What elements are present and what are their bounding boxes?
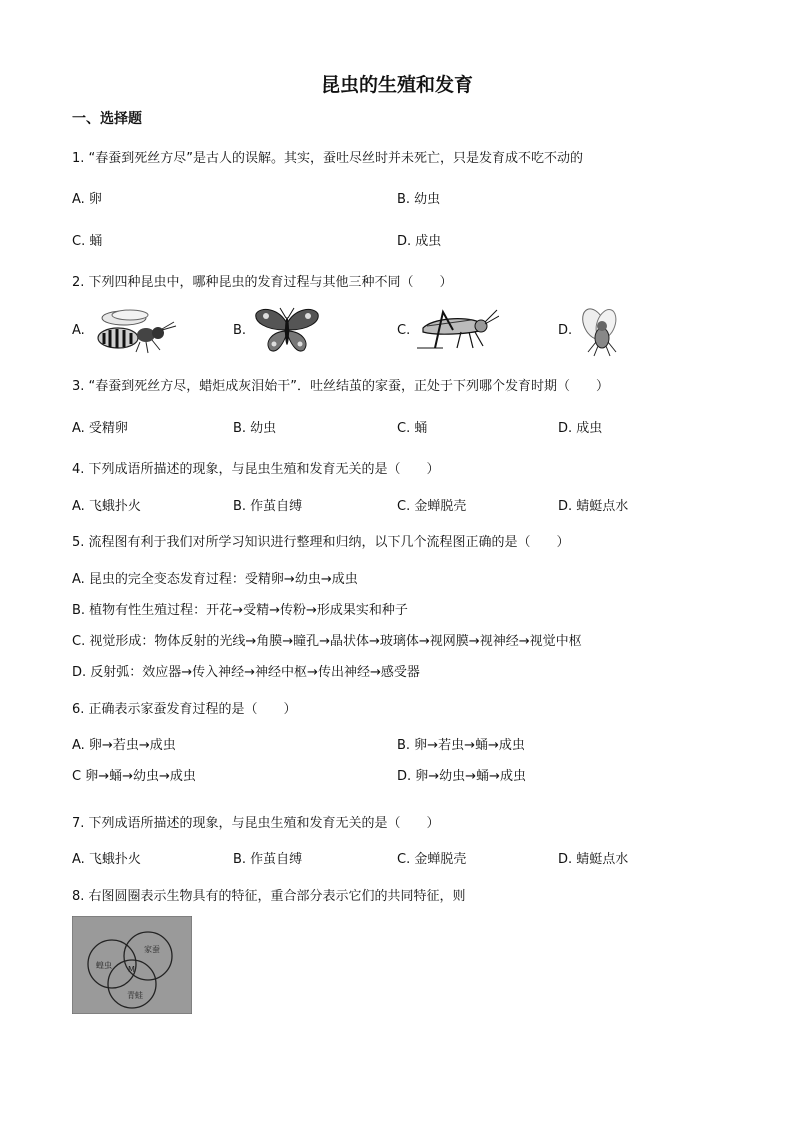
q2-option-a: A. (72, 323, 85, 338)
q3-option-d: D. 成虫 (558, 421, 603, 436)
venn-diagram (72, 916, 192, 1018)
page-title: 昆虫的生殖和发育 (320, 74, 473, 96)
question-4-stem: 4. 下列成语所描述的现象，与昆虫生殖和发育无关的是（ ） (72, 462, 440, 477)
section-heading: 一、选择题 (72, 111, 142, 127)
question-5-stem: 5. 流程图有利于我们对所学习知识进行整理和归纳，以下几个流程图正确的是（ ） (72, 535, 570, 550)
q1-option-a: A. 卵 (72, 192, 102, 207)
q5-option-c: C. 视觉形成：物体反射的光线→角膜→瞳孔→晶状体→玻璃体→视网膜→视神经→视觉中枢 (72, 634, 582, 649)
q5-option-d: D. 反射弧：效应器→传入神经→神经中枢→传出神经→感受器 (72, 665, 420, 680)
q3-option-a: A. 受精卵 (72, 421, 128, 436)
q7-option-a: A. 飞蛾扑火 (72, 852, 141, 867)
q5-option-b: B. 植物有性生殖过程：开花→受精→传粉→形成果实和种子 (72, 603, 408, 618)
q4-option-c: C. 金蝉脱壳 (397, 499, 467, 514)
wasp-icon (90, 306, 182, 360)
grasshopper-icon (413, 304, 499, 360)
question-1-stem: 1. “春蚕到死丝方尽”是古人的误解。其实，蚕吐尽丝时并未死亡，只是发育成不吃不动的 (72, 151, 584, 166)
q2-option-b: B. (233, 323, 247, 338)
q4-option-a: A. 飞蛾扑火 (72, 499, 141, 514)
q4-option-d: D. 蜻蜓点水 (558, 499, 629, 514)
q7-option-b: B. 作茧自缚 (233, 852, 303, 867)
venn-label-right: 家蚕 (144, 945, 160, 954)
butterfly-icon (252, 304, 322, 360)
q5-option-a: A. 昆虫的完全变态发育过程：受精卵→幼虫→成虫 (72, 572, 358, 587)
q7-option-c: C. 金蝉脱壳 (397, 852, 467, 867)
venn-label-left: 蝗虫 (96, 961, 112, 970)
q1-option-b: B. 幼虫 (397, 192, 441, 207)
q3-option-b: B. 幼虫 (233, 421, 277, 436)
q1-option-c: C. 蛹 (72, 234, 103, 249)
q6-option-d: D. 卵→幼虫→蛹→成虫 (397, 769, 526, 784)
venn-label-center: M (128, 965, 135, 974)
q6-option-b: B. 卵→若虫→蛹→成虫 (397, 738, 525, 753)
question-6-stem: 6. 正确表示家蚕发育过程的是（ ） (72, 702, 297, 717)
q6-option-c: C 卵→蛹→幼虫→成虫 (72, 769, 196, 784)
q7-option-d: D. 蜻蜓点水 (558, 852, 629, 867)
q6-option-a: A. 卵→若虫→成虫 (72, 738, 176, 753)
q3-option-c: C. 蛹 (397, 421, 428, 436)
question-2-stem: 2. 下列四种昆虫中，哪种昆虫的发育过程与其他三种不同（ ） (72, 275, 453, 290)
venn-label-bottom: 青蛙 (127, 991, 143, 1000)
question-3-stem: 3. “春蚕到死丝方尽，蜡炬成灰泪始干”．吐丝结茧的家蚕，正处于下列哪个发育时期（ ） (72, 379, 610, 394)
q2-option-d: D. (558, 323, 573, 338)
q2-option-c: C. (397, 323, 411, 338)
question-8-stem: 8. 右图圆圈表示生物具有的特征，重合部分表示它们的共同特征，则 (72, 889, 466, 904)
q1-option-d: D. 成虫 (397, 234, 442, 249)
question-7-stem: 7. 下列成语所描述的现象，与昆虫生殖和发育无关的是（ ） (72, 816, 440, 831)
fly-icon (578, 306, 624, 362)
q4-option-b: B. 作茧自缚 (233, 499, 303, 514)
